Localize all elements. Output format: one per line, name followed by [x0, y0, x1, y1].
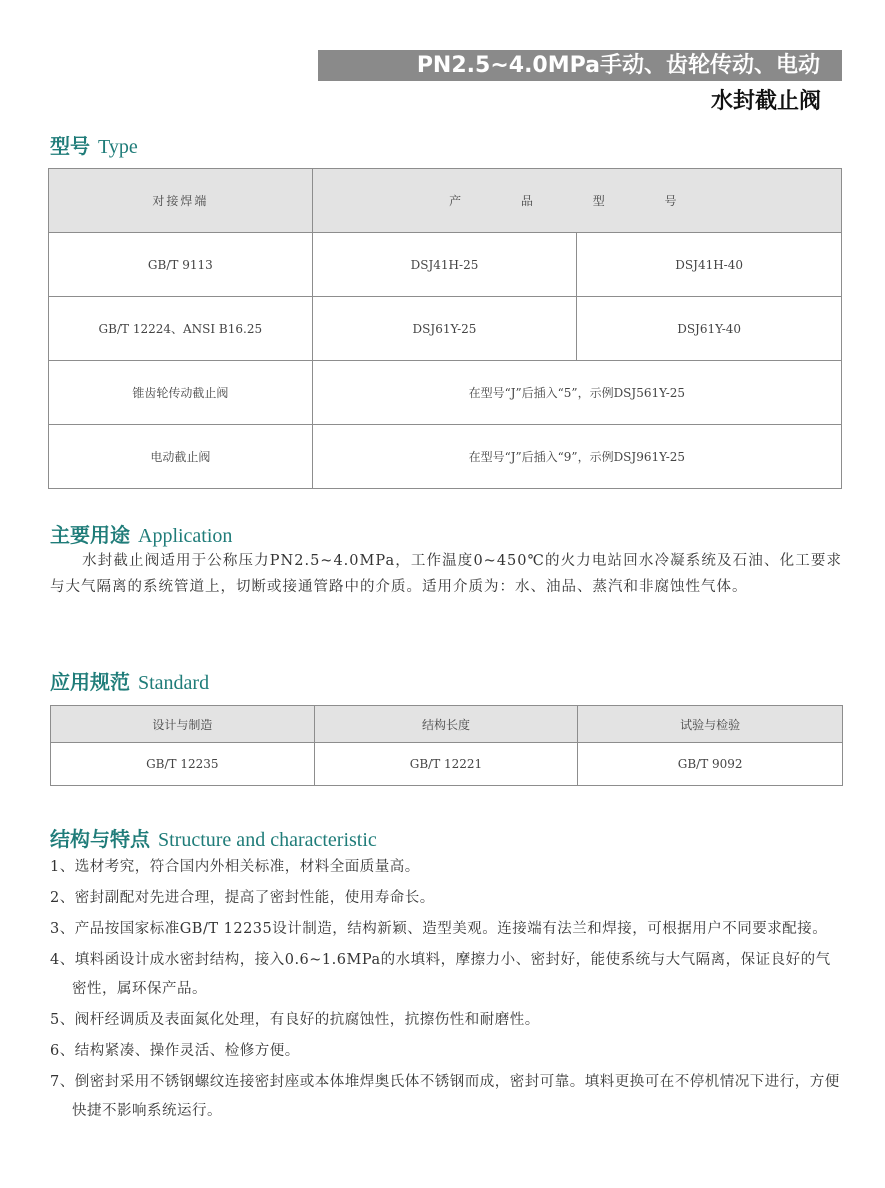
standard-heading-en: Standard: [138, 672, 210, 694]
list-item: 6、结构紧凑、操作灵活、检修方便。: [50, 1043, 300, 1059]
table-row: [49, 361, 842, 425]
header-cell-end: 对接焊端: [49, 169, 313, 233]
table-row: [49, 297, 842, 361]
table-cell: DSJ41H-25: [312, 233, 577, 297]
standard-heading-zh: 应用规范: [50, 670, 130, 694]
type-heading-zh: 型号: [50, 134, 90, 158]
standard-table-header: [51, 706, 843, 743]
application-text: 水封截止阀适用于公称压力PN2.5~4.0MPa，工作温度0~450℃的火力电站回水冷凝系统及石油、化工要求与大气隔离的系统管道上，切断或接通管路中的介质。适用介质为：水、油品、蒸汽和非腐蚀性气体。: [50, 553, 842, 595]
table-cell: GB/T 9113: [49, 233, 313, 297]
table-cell: GB/T 12235: [51, 743, 315, 786]
application-heading: [50, 519, 232, 548]
list-item: 2、密封副配对先进合理，提高了密封性能，使用寿命长。: [50, 890, 435, 906]
title-line2: 水封截止阀: [710, 89, 821, 114]
application-paragraph: [50, 548, 842, 600]
type-heading: [50, 130, 138, 159]
table-cell: DSJ41H-40: [577, 233, 842, 297]
header-cell: 设计与制造: [51, 706, 315, 743]
table-cell: GB/T 9092: [578, 743, 843, 786]
table-row: [49, 233, 842, 297]
list-item: 1、选材考究，符合国内外相关标准，材料全面质量高。: [50, 859, 420, 875]
structure-heading: [50, 823, 377, 852]
structure-heading-zh: 结构与特点: [50, 827, 150, 851]
list-item: 7、倒密封采用不锈钢螺纹连接密封座或本体堆焊奥氏体不锈钢而成，密封可靠。填料更换可在不停机情况下进行，方便快捷不影响系统运行。: [50, 1074, 840, 1119]
header-cell: 试验与检验: [578, 706, 843, 743]
list-item: 4、填料函设计成水密封结构，接入0.6~1.6MPa的水填料，摩擦力小、密封好，能使系统与大气隔离，保证良好的气密性，属环保产品。: [50, 952, 831, 997]
table-row: [49, 425, 842, 489]
type-table-header: [49, 169, 842, 233]
table-cell: GB/T 12221: [314, 743, 578, 786]
standard-heading: [50, 666, 209, 695]
header-cell: 结构长度: [314, 706, 578, 743]
application-heading-zh: 主要用途: [50, 523, 130, 547]
structure-heading-en: Structure and characteristic: [158, 829, 377, 851]
list-item: 3、产品按国家标准GB/T 12235设计制造，结构新颖、造型美观。连接端有法兰和焊接，可根据用户不同要求配接。: [50, 921, 828, 937]
structure-list: [50, 853, 842, 1128]
title-banner: [318, 50, 842, 81]
table-cell: GB/T 12224、ANSI B16.25: [49, 297, 313, 361]
list-item: 5、阀杆经调质及表面氮化处理，有良好的抗腐蚀性，抗擦伤性和耐磨性。: [50, 1012, 540, 1028]
type-table: [48, 168, 842, 489]
standard-table: [50, 705, 843, 786]
table-row: [51, 743, 843, 786]
header-cell-model: 产 品 型 号: [312, 169, 841, 233]
application-heading-en: Application: [138, 525, 233, 547]
table-cell: 在型号“J”后插入“9”，示例DSJ961Y-25: [312, 425, 841, 489]
table-cell: DSJ61Y-25: [312, 297, 577, 361]
table-cell: DSJ61Y-40: [577, 297, 842, 361]
type-heading-en: Type: [98, 136, 138, 158]
table-cell: 锥齿轮传动截止阀: [49, 361, 313, 425]
table-cell: 电动截止阀: [49, 425, 313, 489]
title-line1: PN2.5~4.0MPa手动、齿轮传动、电动: [416, 53, 820, 78]
table-cell: 在型号“J”后插入“5”，示例DSJ561Y-25: [312, 361, 841, 425]
